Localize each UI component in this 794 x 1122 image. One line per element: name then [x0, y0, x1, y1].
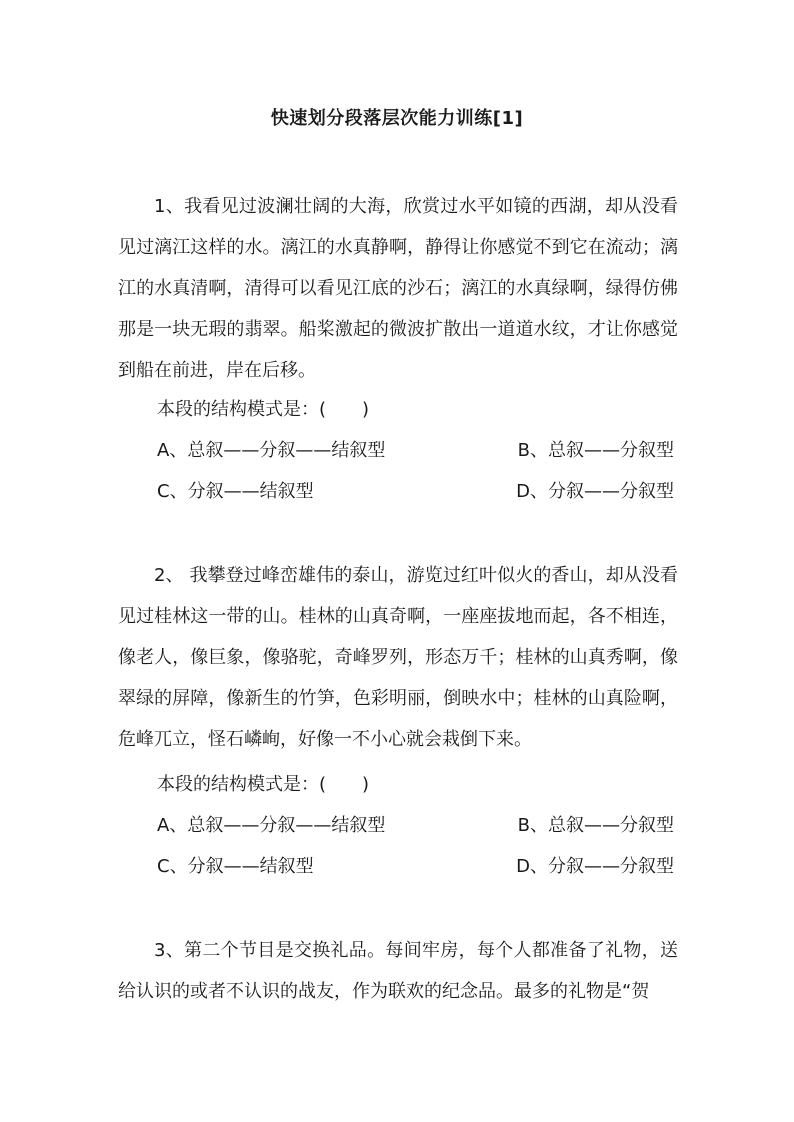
- option-2-b: B、总叙——分叙型: [517, 815, 674, 836]
- option-2-a: A、总叙——分叙——结叙型: [157, 815, 386, 836]
- page-title: 快速划分段落层次能力训练[1]: [270, 108, 524, 129]
- paragraph-3: 3、第二个节目是交换礼品。每间牢房，每个人都准备了礼物，送给认识的或者不认识的战友，作为联欢的纪念品。最多的礼物是“贺: [118, 940, 678, 1002]
- option-1-a: A、总叙——分叙——结叙型: [157, 440, 386, 461]
- option-1-d: D、分叙——分叙型: [516, 481, 674, 502]
- paragraph-2: 2、 我攀登过峰峦雄伟的泰山，游览过红叶似火的香山，却从没看见过桂林这一带的山。桂林的山真奇啊，一座座拔地而起，各不相连，像老人，像巨象，像骆驼，奇峰罗列，形态万千；桂林的山真秀啊，像翠绿的屏障，像新生的竹笋，色彩明丽，倒映水中；桂林的山真险啊，危峰兀立，怪石嶙峋，好像一不小心就会栽倒下来。: [118, 565, 678, 750]
- option-2-d: D、分叙——分叙型: [516, 856, 674, 877]
- option-1-b: B、总叙——分叙型: [517, 440, 674, 461]
- question-2: 本段的结构模式是：( ): [157, 774, 370, 795]
- option-1-c: C、分叙——结叙型: [157, 481, 314, 502]
- option-2-c: C、分叙——结叙型: [157, 856, 314, 877]
- question-1: 本段的结构模式是：( ): [157, 399, 370, 420]
- paragraph-1: 1、我看见过波澜壮阔的大海，欣赏过水平如镜的西湖，却从没看见过漓江这样的水。漓江的水真静啊，静得让你感觉不到它在流动；漓江的水真清啊，清得可以看见江底的沙石；漓江的水真绿啊，绿得仿佛那是一块无瑕的翡翠。船桨激起的微波扩散出一道道水纹，才让你感觉到船在前进，岸在后移。: [118, 196, 678, 381]
